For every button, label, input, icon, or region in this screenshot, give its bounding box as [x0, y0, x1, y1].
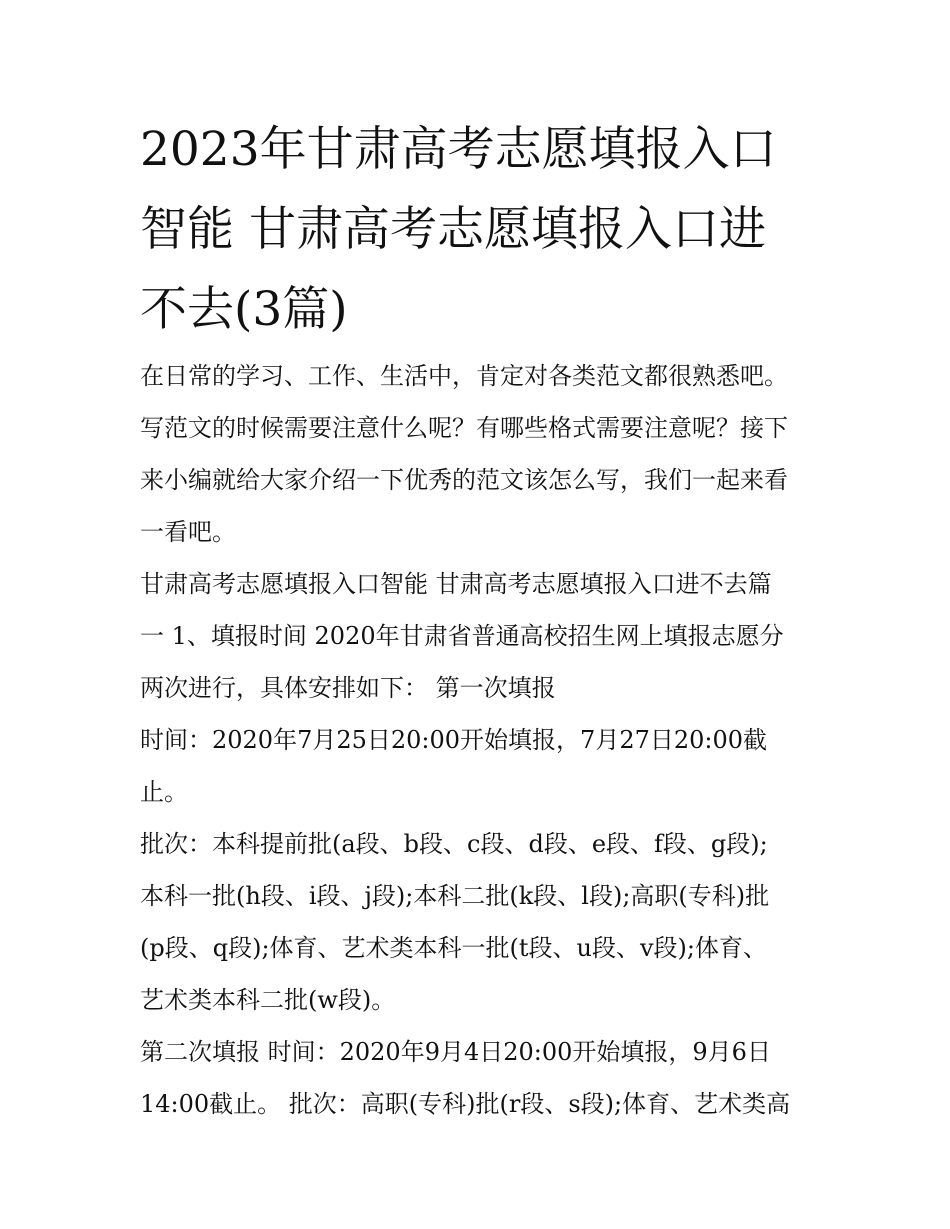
body-line: 第二次填报 时间：2020年9月4日20:00开始填报，9月6日	[140, 1038, 771, 1066]
document-body	[140, 350, 820, 1130]
body-line: 批次：本科提前批(a段、b段、c段、d段、e段、f段、g段);	[140, 830, 768, 858]
body-line: 艺术类本科二批(w段)。	[140, 986, 396, 1014]
title-line-3: 不去(3篇)	[140, 282, 348, 337]
body-line: 止。	[140, 778, 188, 806]
body-line: 来小编就给大家介绍一下优秀的范文该怎么写，我们一起来看	[140, 466, 788, 494]
body-line: (p段、q段);体育、艺术类本科一批(t段、u段、v段);体育、	[140, 934, 768, 962]
body-line: 在日常的学习、工作、生活中，肯定对各类范文都很熟悉吧。	[140, 362, 788, 390]
body-line: 时间：2020年7月25日20:00开始填报，7月27日20:00截	[140, 726, 768, 754]
body-line: 一 1、填报时间 2020年甘肃省普通高校招生网上填报志愿分	[140, 622, 784, 650]
title-line-2: 智能 甘肃高考志愿填报入口进	[140, 202, 766, 257]
body-line: 本科一批(h段、i段、j段);本科二批(k段、l段);高职(专科)批	[140, 882, 770, 910]
body-line: 14:00截止。 批次：高职(专科)批(r段、s段);体育、艺术类高	[140, 1090, 791, 1118]
body-line: 写范文的时候需要注意什么呢？有哪些格式需要注意呢？接下	[140, 414, 788, 442]
body-line: 甘肃高考志愿填报入口智能 甘肃高考志愿填报入口进不去篇	[140, 570, 772, 598]
title-line-1: 2023年甘肃高考志愿填报入口	[140, 122, 777, 177]
document-title	[140, 110, 820, 350]
body-line: 两次进行，具体安排如下： 第一次填报	[140, 674, 556, 702]
body-line: 一看吧。	[140, 518, 236, 546]
